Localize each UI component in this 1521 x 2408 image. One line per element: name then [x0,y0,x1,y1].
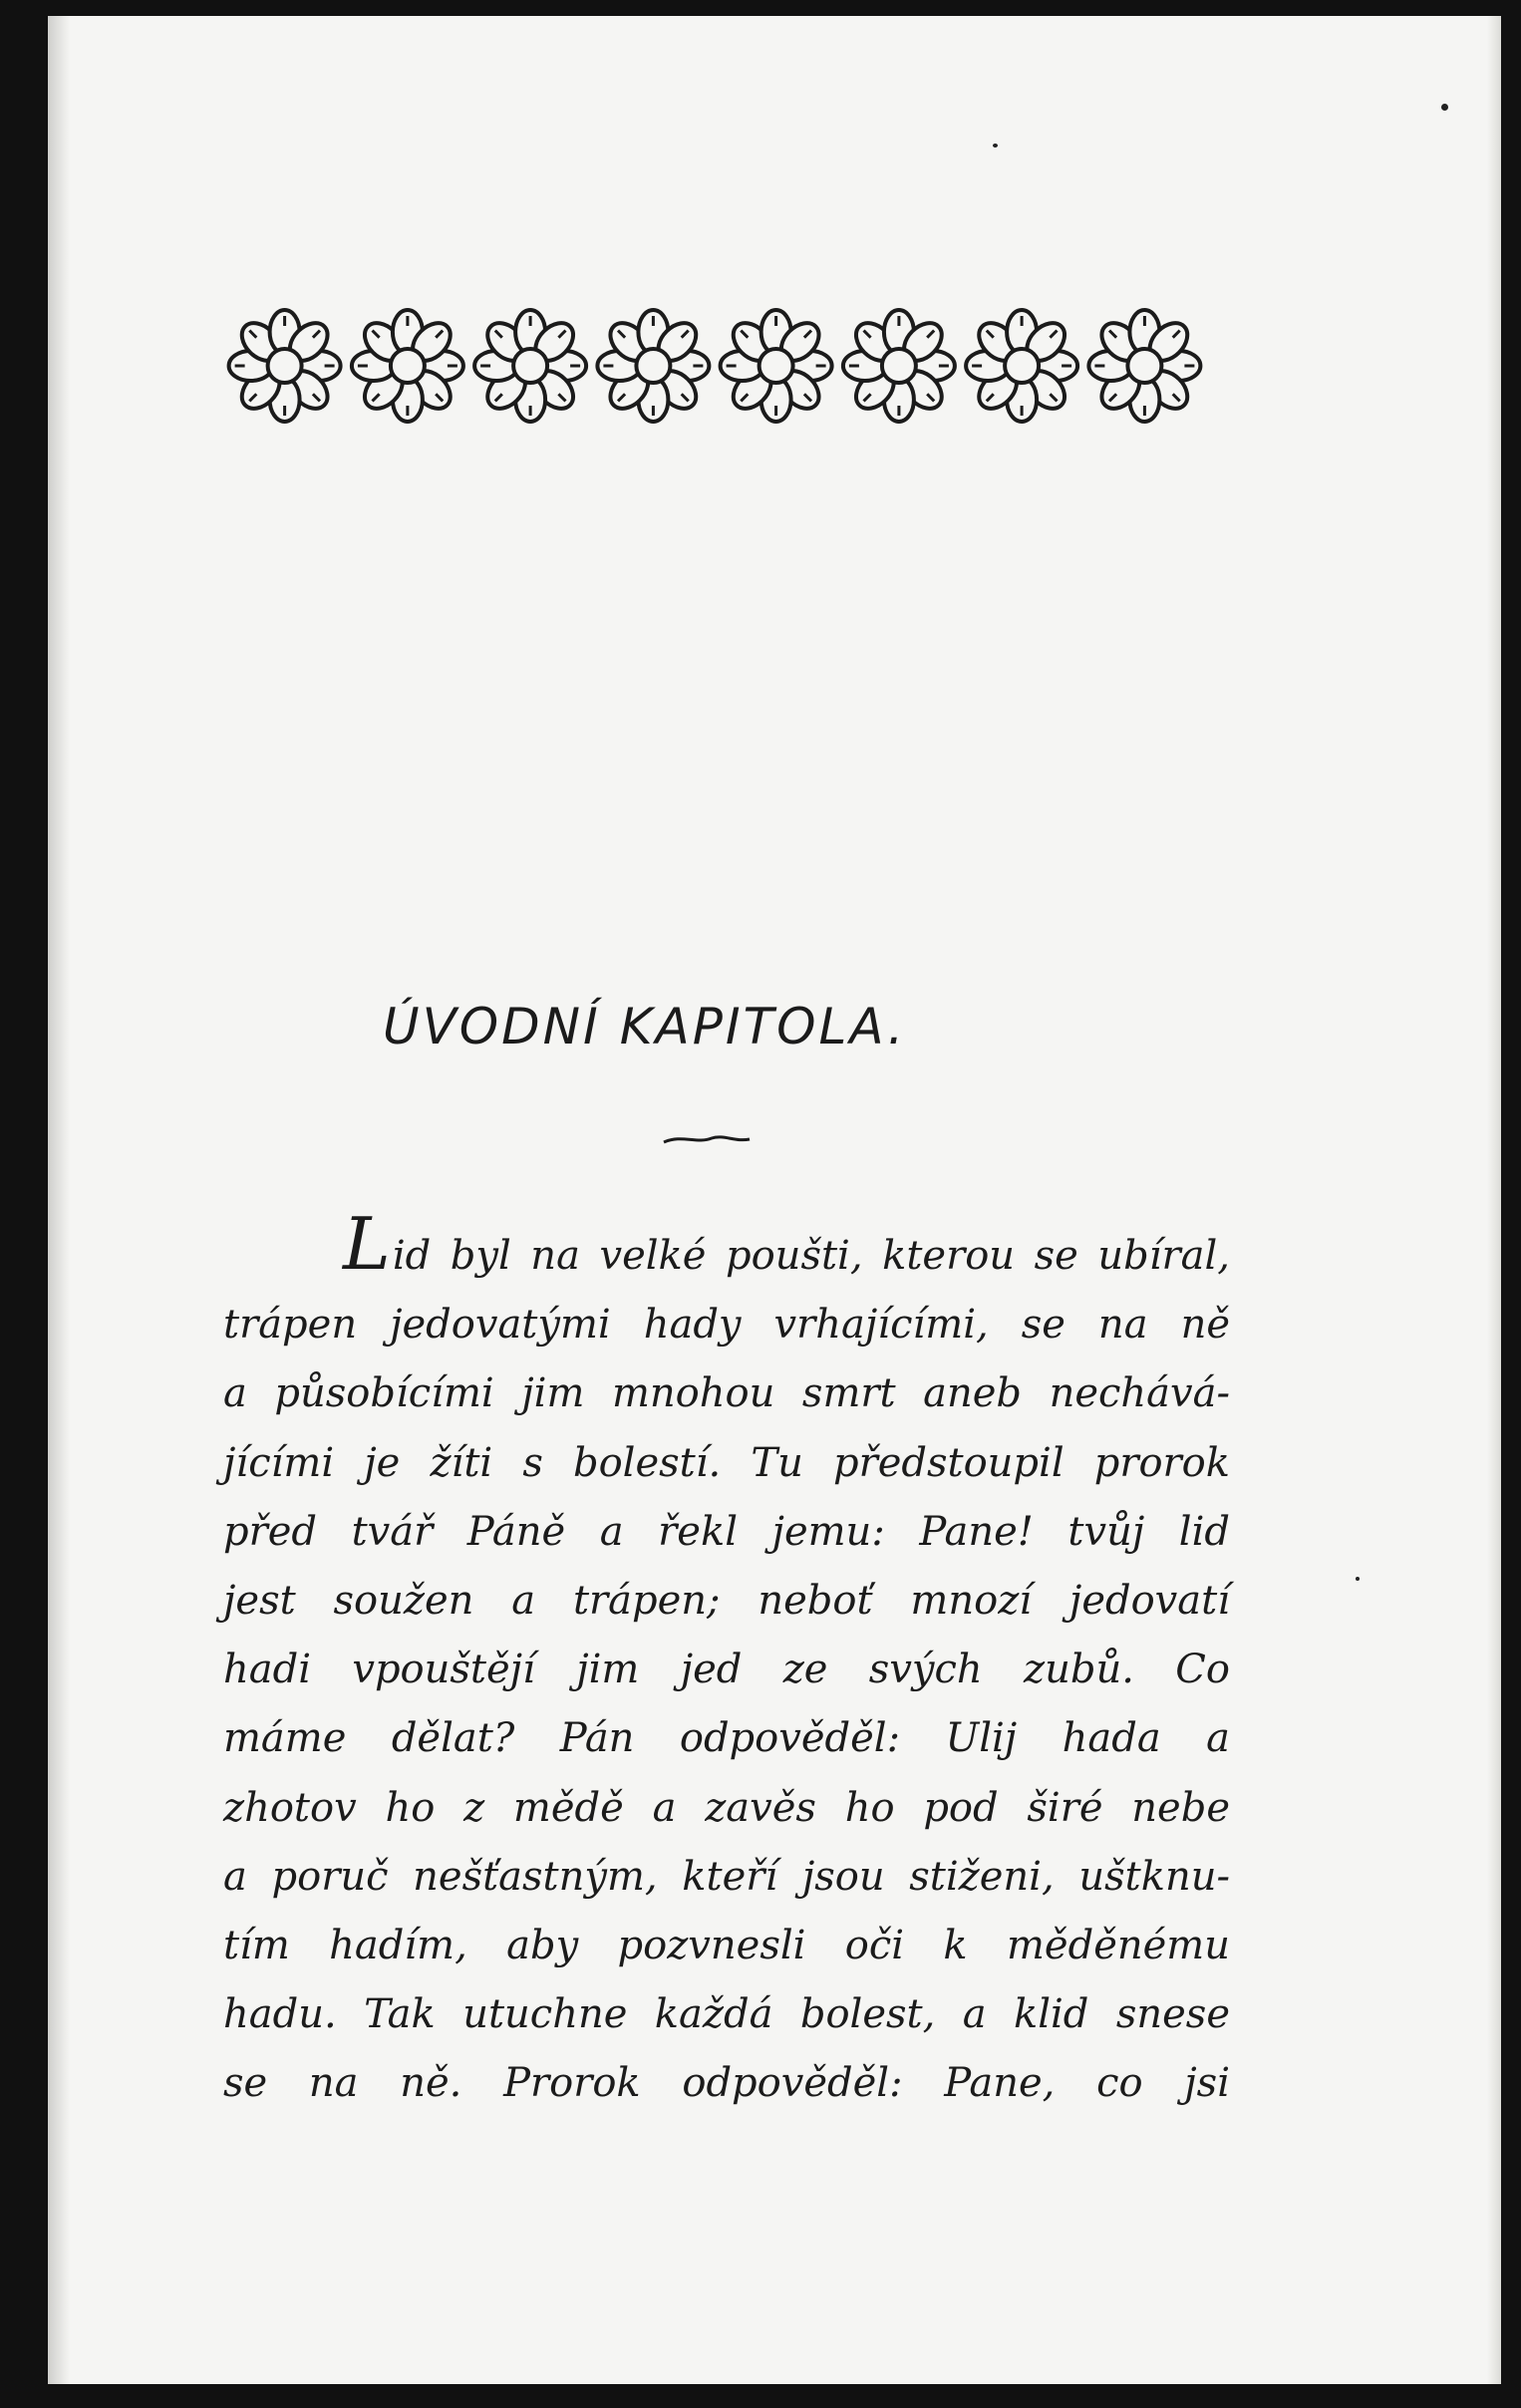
flower-center [513,349,547,383]
flower-center [268,349,302,383]
page-binding-shadow [48,16,70,2384]
paragraph-line: před tvář Páně a řekl jemu: Pane! tvůj lid [223,1508,1230,1555]
flower-icon [966,310,1077,422]
paragraph-line: a poruč nešťastným, kteří jsou stiženi, uštknu- [223,1853,1230,1900]
paragraph-line: máme dělat? Pán odpověděl: Ulij hada a [223,1715,1230,1762]
flower-center [882,349,916,383]
paragraph-line: se na ně. Prorok odpověděl: Pane, co jsi [223,2060,1230,2107]
print-speck [993,144,998,148]
flower-icon [1088,310,1200,422]
title-flourish-icon [662,1130,752,1150]
flower-center [760,349,793,383]
flower-center [1127,349,1161,383]
print-speck [1441,104,1448,111]
paragraph-line: a působícími jim mnohou smrt aneb nechává- [223,1370,1230,1417]
drop-cap: L [343,1202,391,1286]
paragraph-line: zhotov ho z mědě a zavěs ho pod širé nebe [223,1784,1230,1831]
flower-icon [229,310,341,422]
flower-border-icon [223,301,1206,431]
paragraph-line: tím hadím, aby pozvnesli oči k měděnému [223,1923,1230,1969]
flower-icon [721,310,832,422]
flower-icon [843,310,955,422]
chapter-title: ÚVODNÍ KAPITOLA. [383,998,907,1055]
chapter-paragraph [223,1202,1230,2119]
paragraph-line [223,1202,1230,1291]
flower-icon [352,310,463,422]
book-page [48,16,1501,2384]
flower-center [391,349,425,383]
page-edge-shadow [1487,16,1501,2384]
paragraph-line-text: id byl na velké poušti, kterou se ubíral, [392,1233,1230,1279]
paragraph-line: jícími je žíti s bolestí. Tu předstoupil prorok [223,1439,1230,1486]
paragraph-line: hadi vpouštějí jim jed ze svých zubů. Co [223,1647,1230,1693]
flower-center [1005,349,1039,383]
paragraph-line: hadu. Tak utuchne každá bolest, a klid snese [223,1991,1230,2038]
print-speck [1356,1577,1360,1581]
flower-center [636,349,670,383]
flower-icon [474,310,586,422]
paragraph-line: trápen jedovatými hady vrhajícími, se na ně [223,1302,1230,1349]
flower-icon [597,310,709,422]
paragraph-line: jest soužen a trápen; neboť mnozí jedovatí [223,1578,1230,1625]
